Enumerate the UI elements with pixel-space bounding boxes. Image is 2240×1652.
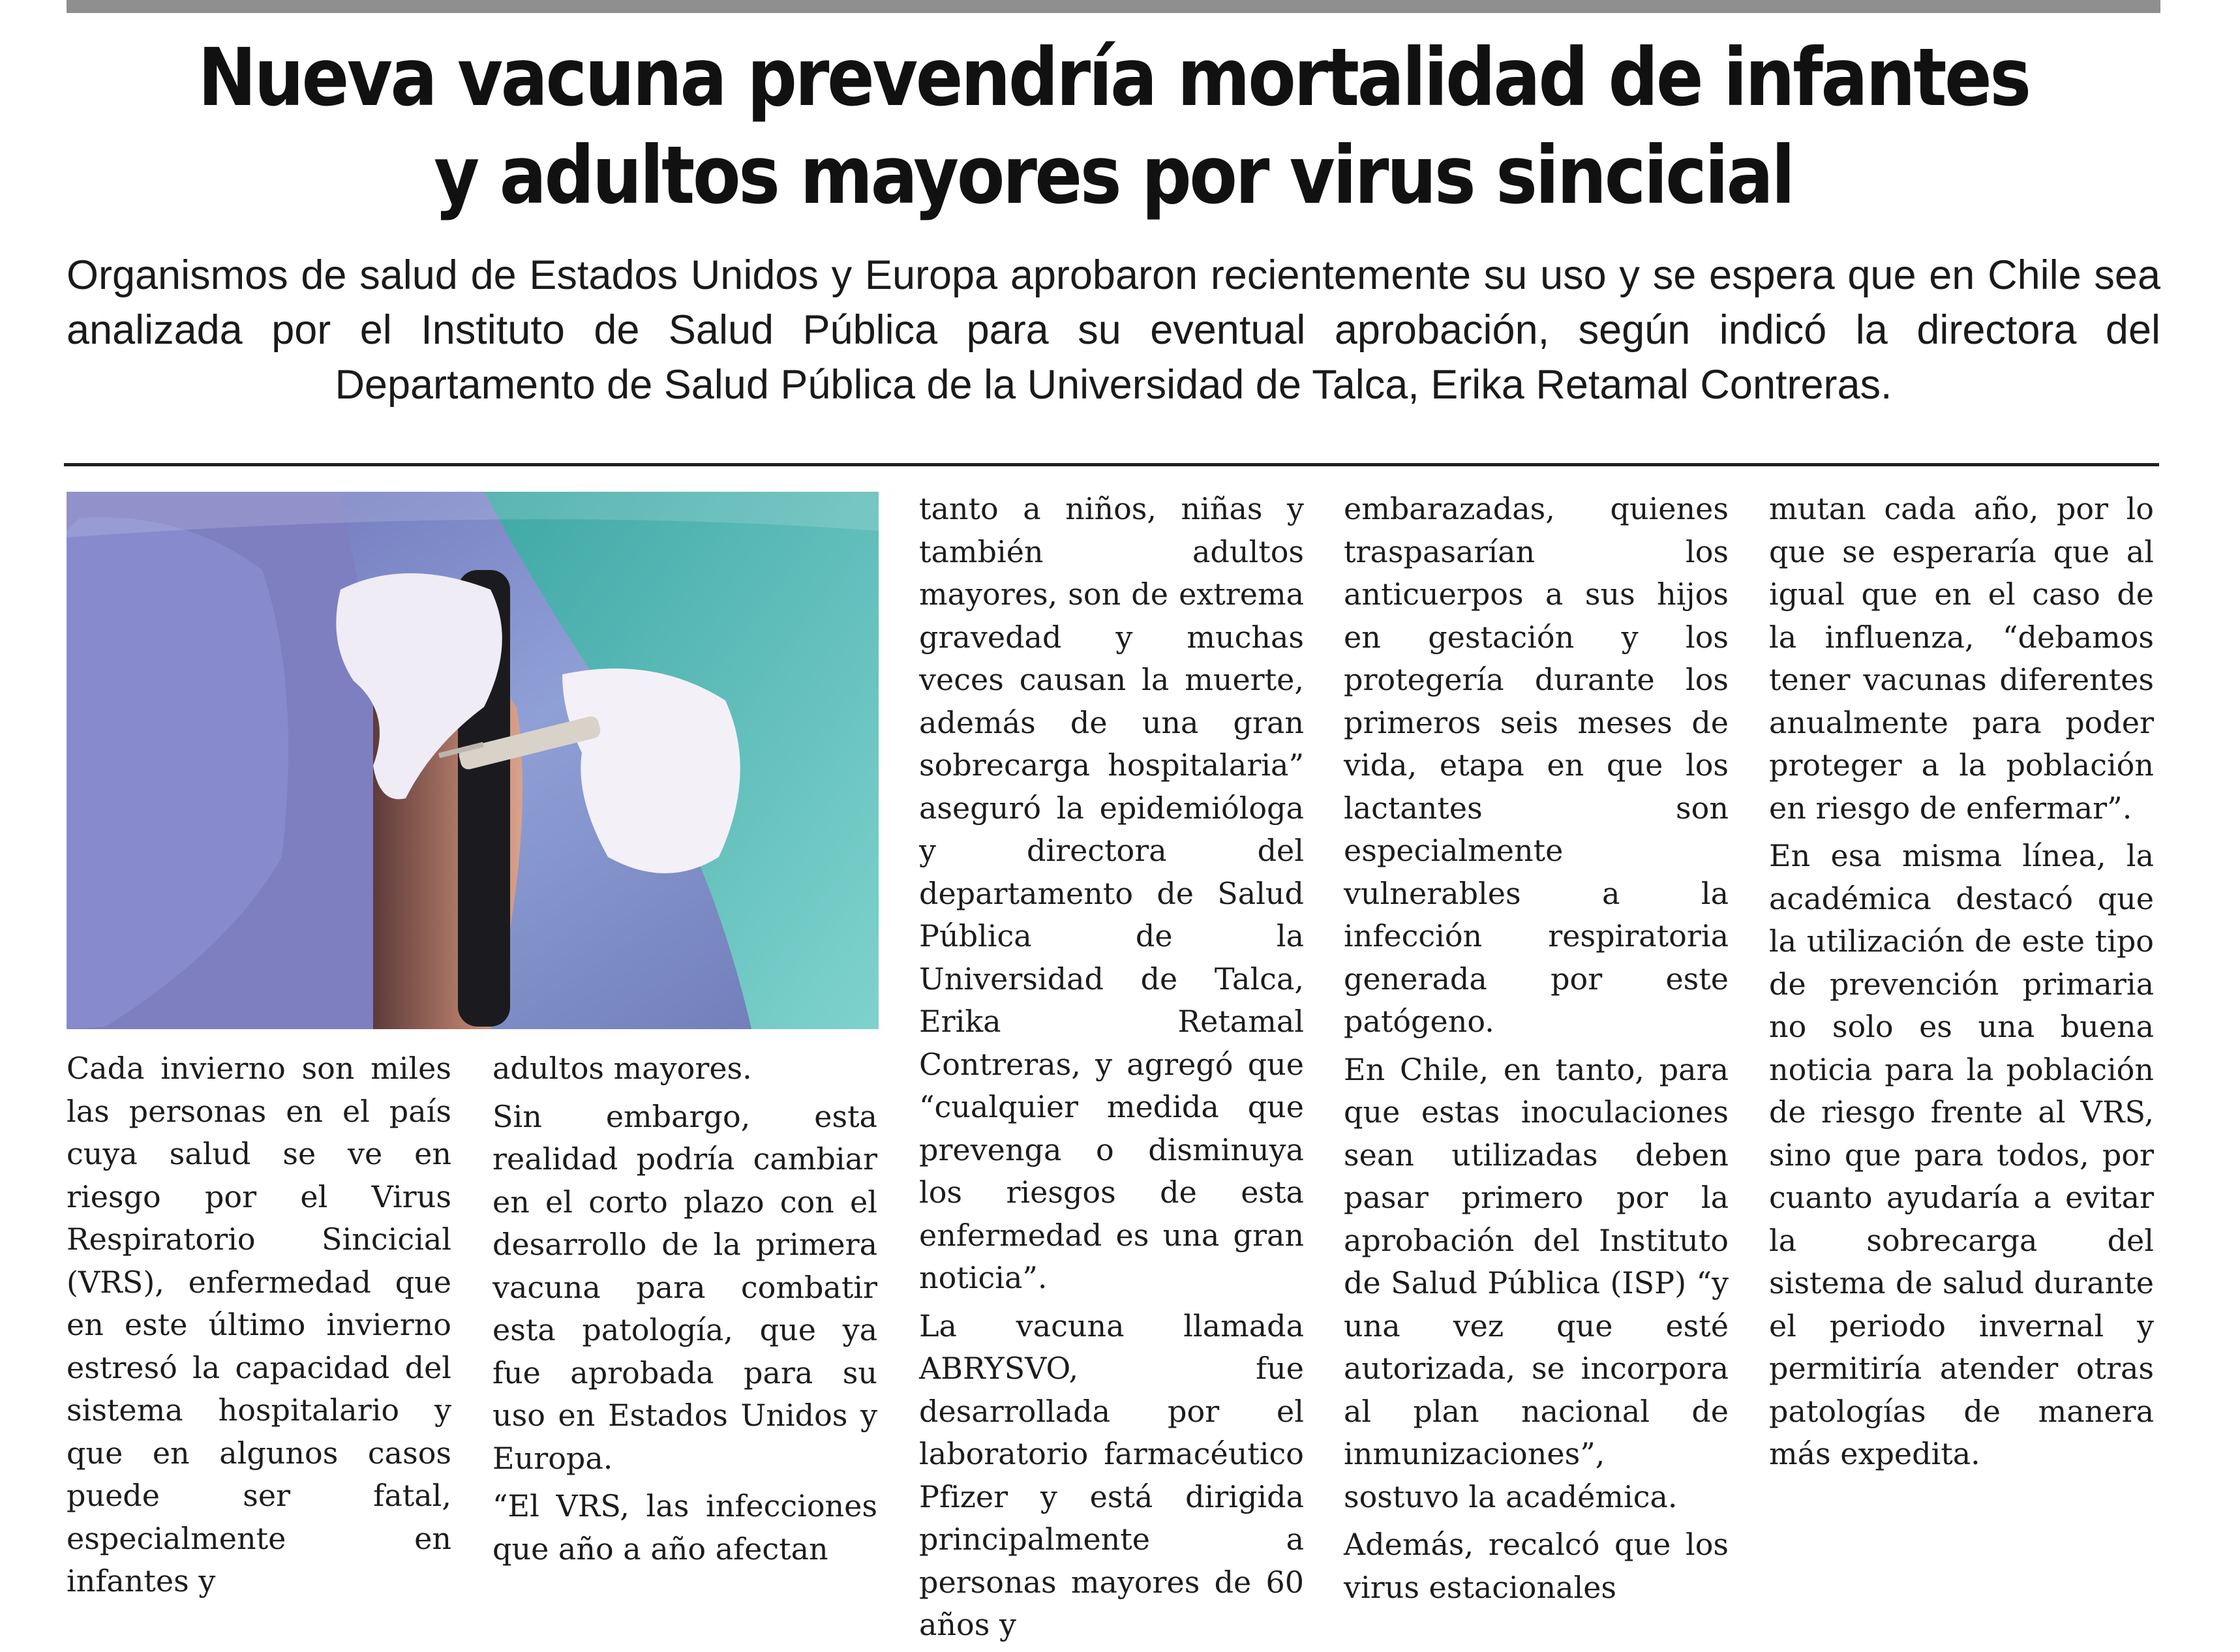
paragraph: mutan cada año, por lo que se esperaría que al igual que en el caso de la influenza, “debamos tener vacunas diferentes anualmente para poder proteger a la población en riesgo de enfermar”. <box>1769 491 2154 826</box>
paragraph: “El VRS, las infecciones que año a año afectan <box>492 1488 877 1567</box>
article-deck: Organismos de salud de Estados Unidos y Europa aprobaron recientemente su uso y se espera que en Chile sea analizada por el Instituto de Salud Pública para su eventual aprobación, según indicó la directora del Departamento de Salud Pública de la Universidad de Talca, Erika Retamal Contreras. <box>67 252 2160 408</box>
article-column-2 <box>492 1047 877 1576</box>
paragraph: En Chile, en tanto, para que estas inoculaciones sean utilizadas deben pasar primero por la aprobación del Instituto de Salud Pública (ISP) “y una vez que esté autorizada, se incorpora al plan nacional de inmunizaciones”, sostuvo la académica. <box>1344 1051 1729 1514</box>
top-rule-bar <box>67 0 2160 13</box>
paragraph: En esa misma línea, la académica destacó que la utilización de este tipo de prevención primaria no solo es una buena noticia para la población de riesgo frente al VRS, sino que para todos, por cuanto ayudaría a evitar la sobrecarga del sistema de salud durante el periodo invernal y permitiría atender otras patologías de manera más expedita. <box>1769 838 2154 1471</box>
article-column-3 <box>919 488 1304 1652</box>
section-divider <box>64 463 2159 466</box>
article-column-5 <box>1769 488 2154 1481</box>
headline-line-1: Nueva vacuna prevendría mortalidad de infantes <box>198 31 2029 124</box>
article-column-4 <box>1344 488 1729 1614</box>
paragraph: Además, recalcó que los virus estacionales <box>1344 1527 1729 1605</box>
paragraph: embarazadas, quienes traspasarían los anticuerpos a sus hijos en gestación y los protegería durante los primeros seis meses de vida, etapa en que los lactantes son especialmente vulnerables a la infección respiratoria generada por este patógeno. <box>1344 491 1729 1039</box>
vaccination-photo-illustration <box>67 492 879 1029</box>
headline-line-2: y adultos mayores por virus sincicial <box>434 129 1793 222</box>
paragraph: La vacuna llamada ABRYSVO, fue desarrollada por el laboratorio farmacéutico Pfizer y está dirigida principalmente a personas mayores de 60 años y <box>919 1308 1304 1642</box>
article-column-1 <box>67 1047 451 1608</box>
paragraph: tanto a niños, niñas y también adultos mayores, son de extrema gravedad y muchas veces causan la muerte, además de una gran sobrecarga hospitalaria” aseguró la epidemióloga y directora del departamento de Salud Pública de la Universidad de Talca, Erika Retamal Contreras, y agregó que “cualquier medida que prevenga o disminuya los riesgos de esta enfermedad es una gran noticia”. <box>919 491 1304 1295</box>
paragraph: Cada invierno son miles las personas en el país cuya salud se ve en riesgo por el Virus Respiratorio Sincicial (VRS), enfermedad que en este último invierno estresó la capacidad del sistema hospitalario y que en algunos casos puede ser fatal, especialmente en infantes y <box>67 1051 451 1599</box>
vaccination-photo <box>67 492 879 1029</box>
headline <box>192 29 2035 224</box>
paragraph: Sin embargo, esta realidad podría cambiar en el corto plazo con el desarrollo de la primera vacuna para combatir esta patología, que ya fue aprobada para su uso en Estados Unidos y Europa. <box>492 1098 877 1476</box>
paragraph: adultos mayores. <box>492 1051 752 1086</box>
